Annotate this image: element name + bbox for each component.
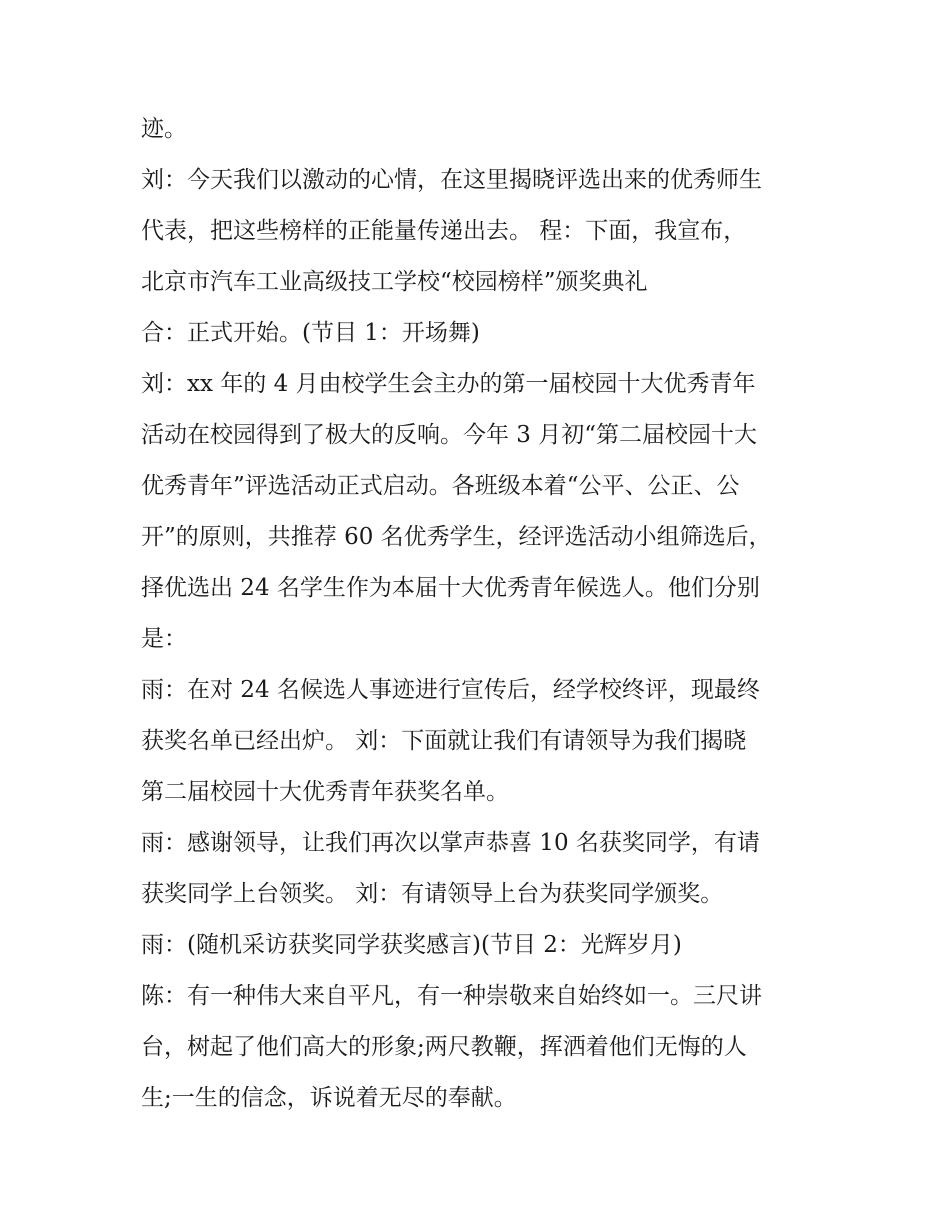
text-line: 开”的原则，共推荐 60 名优秀学生，经评选活动小组筛选后， xyxy=(141,524,772,550)
text-line: 生;一生的信念，诉说着无尽的奉献。 xyxy=(141,1085,517,1111)
text-line: 雨：感谢领导，让我们再次以掌声恭喜 10 名获奖同学，有请 xyxy=(141,830,760,856)
text-line: 活动在校园得到了极大的反响。今年 3 月初“第二届校园十大 xyxy=(141,422,758,448)
text-line: 刘：xx 年的 4 月由校学生会主办的第一届校园十大优秀青年 xyxy=(141,371,756,397)
text-line: 第二届校园十大优秀青年获奖名单。 xyxy=(141,779,509,805)
text-line: 获奖名单已经出炉。 刘：下面就让我们有请领导为我们揭晓 xyxy=(141,728,747,754)
text-line: 代表，把这些榜样的正能量传递出去。 程：下面，我宣布， xyxy=(141,218,747,244)
text-line: 是： xyxy=(141,626,187,652)
text-line: 陈：有一种伟大来自平凡，有一种崇敬来自始终如一。三尺讲 xyxy=(141,983,762,1009)
text-line: 优秀青年”评选活动正式启动。各班级本着“公平、公正、公 xyxy=(141,473,740,499)
text-line: 获奖同学上台领奖。 刘：有请领导上台为获奖同学颁奖。 xyxy=(141,881,724,907)
text-line: 雨：(随机采访获奖同学获奖感言)(节目 2：光辉岁月) xyxy=(141,932,682,958)
text-line: 台，树起了他们高大的形象;两尺教鞭，挥洒着他们无悔的人 xyxy=(141,1034,747,1060)
text-line: 北京市汽车工业高级技工学校“校园榜样”颁奖典礼 xyxy=(141,269,648,295)
text-line: 合：正式开始。(节目 1：开场舞) xyxy=(141,320,480,346)
document-body xyxy=(141,107,821,1127)
text-line: 择优选出 24 名学生作为本届十大优秀青年候选人。他们分别 xyxy=(141,575,760,601)
text-line: 迹。 xyxy=(141,116,187,142)
text-line: 雨：在对 24 名候选人事迹进行宣传后，经学校终评，现最终 xyxy=(141,677,760,703)
text-line: 刘：今天我们以激动的心情，在这里揭晓评选出来的优秀师生 xyxy=(141,167,762,193)
